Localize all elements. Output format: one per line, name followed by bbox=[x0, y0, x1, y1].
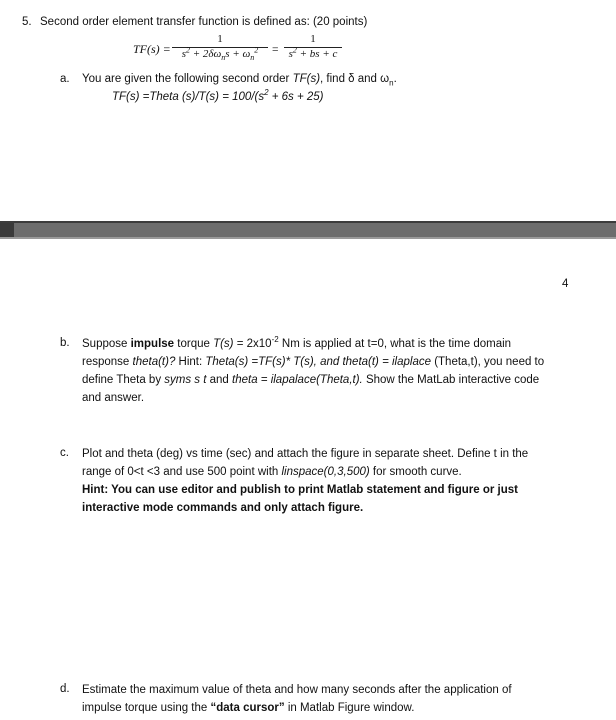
part-a-text: You are given the following second order TF(s), find δ and $\omega_n$. bbox=[82, 73, 397, 88]
question-heading: Second order element transfer function is defined as: (20 points) bbox=[40, 16, 368, 28]
fraction-1-denominator: $s^2 + 2\delta\omega_ns + \omega_n^2$ bbox=[181, 45, 259, 63]
part-a-transfer-function: TF(s) =Theta $(s)/T(s) = 100/(s^2 + 6s + 25)$ bbox=[112, 88, 324, 103]
part-d-text bbox=[82, 681, 592, 717]
part-c-hint-line-1: Hint: You can use editor and publish to print Matlab statement and figure or just bbox=[82, 484, 518, 496]
part-b-letter: b. bbox=[60, 337, 70, 349]
part-d-line-1: Estimate the maximum value of theta and how many seconds after the application of bbox=[82, 684, 512, 696]
part-c-hint-line-2: interactive mode commands and only attach figure. bbox=[82, 502, 364, 514]
part-c-text bbox=[82, 445, 592, 517]
fraction-1-numerator: 1 bbox=[217, 33, 223, 45]
formula-fraction-2 bbox=[284, 33, 342, 61]
page-break-divider bbox=[0, 221, 616, 239]
part-c-letter: c. bbox=[60, 447, 69, 459]
formula-fraction-1 bbox=[172, 33, 268, 61]
part-c-line-2: range of 0<t <3 and use 500 point with linspace(0,3,500) for smooth curve. bbox=[82, 466, 462, 478]
fraction-2-numerator: 1 bbox=[310, 33, 316, 45]
question-number: 5. bbox=[22, 16, 32, 28]
page-number: 4 bbox=[562, 278, 569, 290]
part-b-line-2: response theta(t)? Hint: Theta(s) =TF(s)* T(s), and theta(t) = ilaplace (Theta,t), you need to bbox=[82, 356, 545, 368]
part-b-text bbox=[82, 335, 582, 407]
part-d-line-2: impulse torque using the “data cursor” in Matlab Figure window. bbox=[82, 702, 415, 714]
part-b-line-1: Suppose impulse torque $T(s) = 2x10^{-2}$ Nm is applied at t=0, what is the time domain bbox=[82, 335, 512, 350]
formula-lhs: TF(s) = bbox=[133, 42, 171, 56]
part-d-letter: d. bbox=[60, 683, 70, 695]
formula-equals: = bbox=[272, 44, 279, 56]
part-c-line-1: Plot and theta (deg) vs time (sec) and attach the figure in separate sheet. Define t in the bbox=[82, 448, 529, 460]
part-a-letter: a. bbox=[60, 73, 70, 85]
part-b-line-4: and answer. bbox=[82, 392, 145, 404]
page-break-edge bbox=[0, 223, 14, 237]
part-b-line-3: define Theta by syms s t and theta = ilapalace(Theta,t). Show the MatLab interactive code bbox=[82, 374, 540, 386]
fraction-2-denominator: $s^2$ + bs + c bbox=[288, 45, 338, 60]
